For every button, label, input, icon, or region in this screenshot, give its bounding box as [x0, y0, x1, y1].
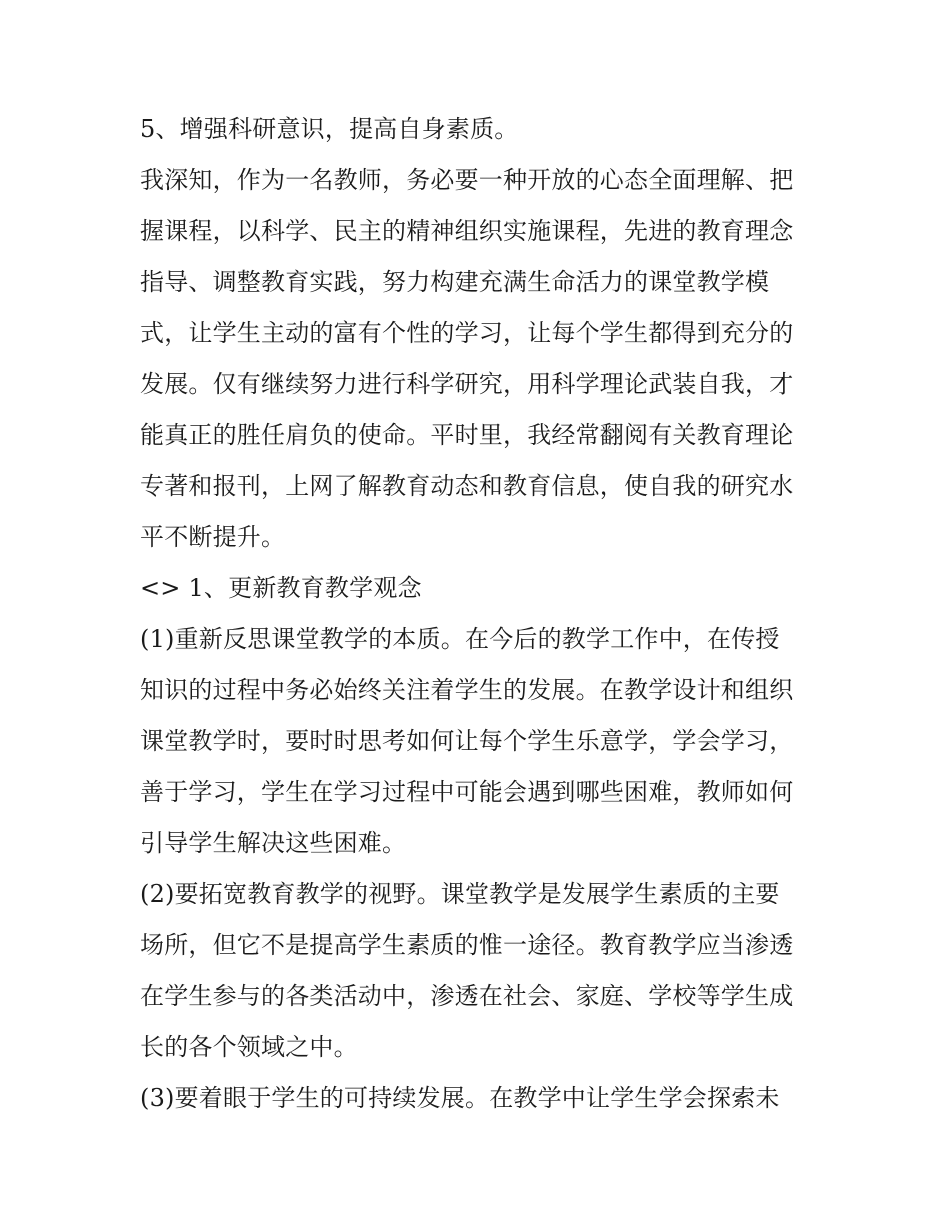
- document-body: [140, 104, 820, 1124]
- paragraph-line: 善于学习，学生在学习过程中可能会遇到哪些困难，教师如何: [140, 778, 794, 806]
- section-heading-5: 5、增强科研意识，提高自身素质。: [140, 115, 519, 143]
- paragraph-line: 专著和报刊，上网了解教育动态和教育信息，使自我的研究水: [140, 472, 794, 500]
- paragraph-line: 式，让学生主动的富有个性的学习，让每个学生都得到充分的: [140, 319, 794, 347]
- paragraph-line: 平不断提升。: [140, 523, 286, 551]
- paragraph-line: 长的各个领域之中。: [140, 1033, 358, 1061]
- paragraph-line: 我深知，作为一名教师，务必要一种开放的心态全面理解、把: [140, 166, 794, 194]
- paragraph-line: (3)要着眼于学生的可持续发展。在教学中让学生学会探索未: [140, 1084, 780, 1112]
- paragraph-line: 能真正的胜任肩负的使命。平时里，我经常翻阅有关教育理论: [140, 421, 794, 449]
- section-heading-1: <> 1、更新教育教学观念: [140, 574, 422, 602]
- paragraph-line: 在学生参与的各类活动中，渗透在社会、家庭、学校等学生成: [140, 982, 794, 1010]
- paragraph-line: 引导学生解决这些困难。: [140, 829, 407, 857]
- paragraph-line: (1)重新反思课堂教学的本质。在今后的教学工作中，在传授: [140, 625, 780, 653]
- paragraph-line: 课堂教学时，要时时思考如何让每个学生乐意学，学会学习，: [140, 727, 794, 755]
- paragraph-line: 握课程，以科学、民主的精神组织实施课程，先进的教育理念: [140, 217, 794, 245]
- paragraph-line: 指导、调整教育实践，努力构建充满生命活力的课堂教学模: [140, 268, 770, 296]
- paragraph-line: 场所，但它不是提高学生素质的惟一途径。教育教学应当渗透: [140, 931, 794, 959]
- paragraph-line: 发展。仅有继续努力进行科学研究，用科学理论武装自我，才: [140, 370, 794, 398]
- paragraph-line: 知识的过程中务必始终关注着学生的发展。在教学设计和组织: [140, 676, 794, 704]
- paragraph-line: (2)要拓宽教育教学的视野。课堂教学是发展学生素质的主要: [140, 880, 780, 908]
